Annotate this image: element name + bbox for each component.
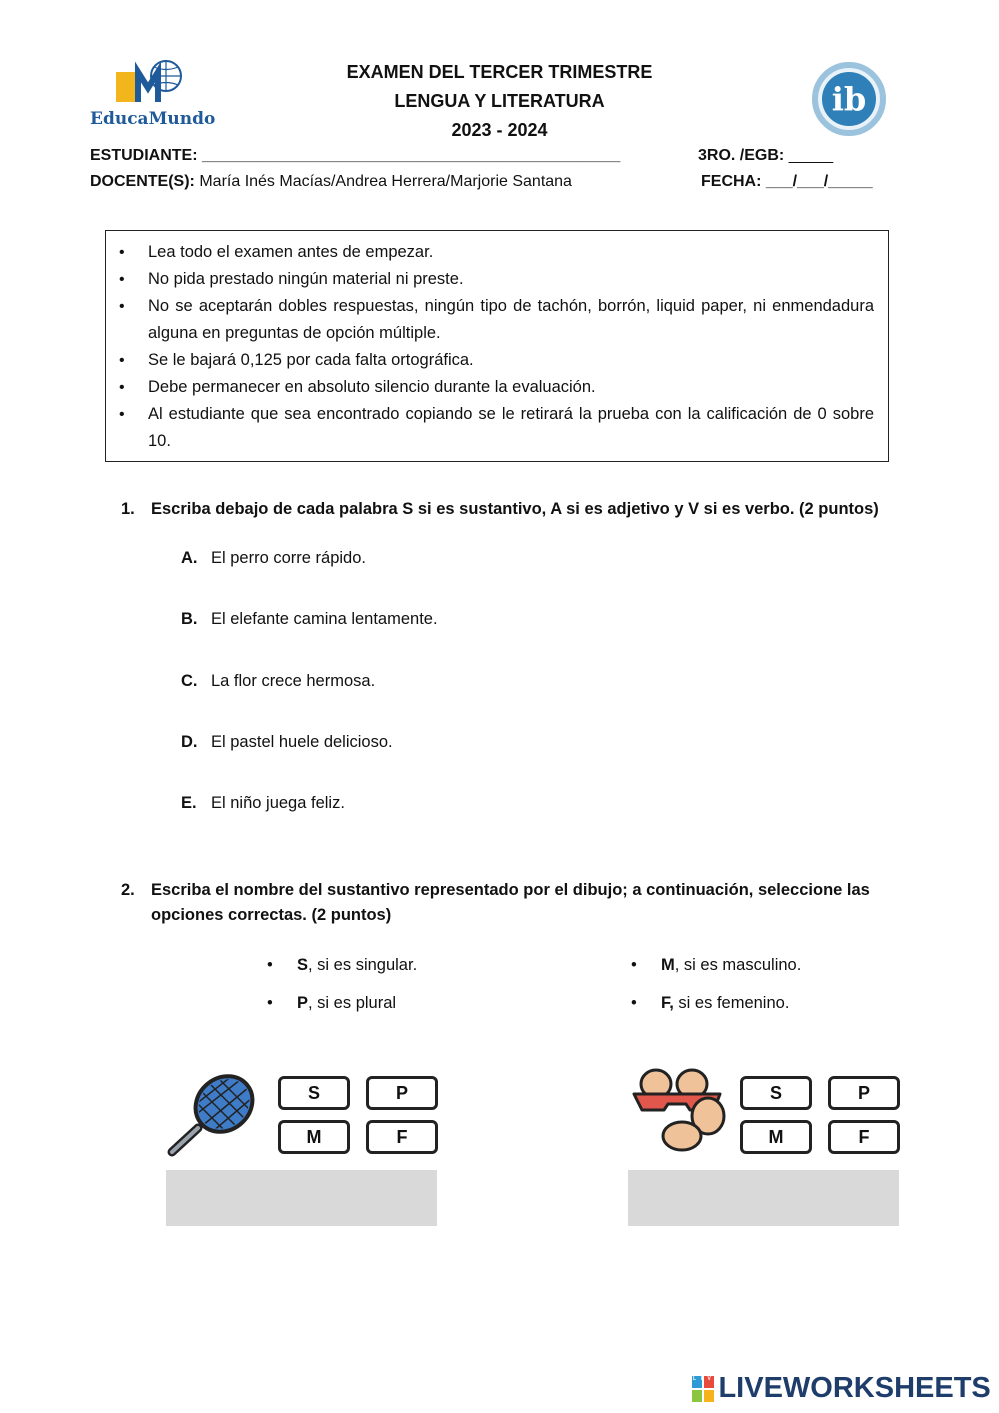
rule-item: • No pida prestado ningún material ni preste.: [148, 266, 874, 293]
racket-option-s[interactable]: S: [278, 1076, 350, 1110]
svg-text:ib: ib: [831, 80, 867, 118]
question-2-text-line1: Escriba el nombre del sustantivo representado por el dibujo; a continuación, seleccione las: [151, 881, 870, 899]
student-row: [90, 147, 620, 165]
eggs-icon: [630, 1066, 730, 1156]
rule-item: • Al estudiante que sea encontrado copiando se le retirará la prueba con la calificación de 0 sobre 10.: [148, 401, 874, 455]
eggs-option-s[interactable]: S: [740, 1076, 812, 1110]
rule-item: • No se aceptarán dobles respuestas, ningún tipo de tachón, borrón, liquid paper, ni enmendadura alguna en preguntas de opción múltiple.: [148, 293, 874, 347]
eggs-answer-field[interactable]: [628, 1170, 899, 1226]
eggs-picture: [630, 1066, 730, 1156]
question-1-number: 1.: [121, 500, 135, 518]
q1-item-b: B. El elefante camina lentamente.: [181, 610, 438, 628]
question-2-text-line2: opciones correctas. (2 puntos): [151, 906, 392, 924]
rule-item: • Se le bajará 0,125 por cada falta ortográfica.: [148, 347, 874, 374]
eggs-option-p[interactable]: P: [828, 1076, 900, 1110]
racket-answer-field[interactable]: [166, 1170, 437, 1226]
date-field[interactable]: ___/___/_____: [765, 173, 873, 190]
exam-title: EXAMEN DEL TERCER TRIMESTRE: [346, 62, 653, 82]
question-1-text: Escriba debajo de cada palabra S si es sustantivo, A si es adjetivo y V si es verbo. (2 puntos): [151, 500, 879, 518]
teacher-names: María Inés Macías/Andrea Herrera/Marjorie Santana: [199, 173, 572, 190]
grade-label: 3RO. /EGB:: [698, 147, 785, 164]
option-masculine: • M, si es masculino.: [631, 956, 802, 974]
q1-item-e: E. El niño juega feliz.: [181, 794, 345, 812]
racket-option-f[interactable]: F: [366, 1120, 438, 1154]
rule-item: • Lea todo el examen antes de empezar.: [148, 239, 874, 266]
option-feminine: • F, si es femenino.: [631, 994, 790, 1012]
grade-row: [698, 147, 833, 165]
teacher-label: DOCENTE(S):: [90, 173, 195, 190]
option-singular: • S, si es singular.: [267, 956, 418, 974]
date-row: [701, 173, 873, 191]
grade-field[interactable]: _____: [788, 147, 834, 164]
question-2-number: 2.: [121, 881, 135, 899]
student-name-field[interactable]: _______________________________________________: [202, 147, 621, 164]
student-label: ESTUDIANTE:: [90, 147, 198, 164]
instructions-box: [105, 230, 889, 462]
year-title: 2023 - 2024: [451, 120, 548, 140]
liveworksheets-logo: [692, 1372, 991, 1404]
teacher-row: [90, 173, 572, 191]
subject-title: LENGUA Y LITERATURA: [394, 91, 605, 111]
liveworksheets-text: LIVEWORKSHEETS: [718, 1372, 991, 1404]
racket-picture: [164, 1072, 260, 1162]
q1-item-d: D. El pastel huele delicioso.: [181, 733, 393, 751]
eggs-option-m[interactable]: M: [740, 1120, 812, 1154]
racket-option-p[interactable]: P: [366, 1076, 438, 1110]
educamundo-logo-text: EducaMundo: [90, 109, 216, 129]
rule-item: • Debe permanecer en absoluto silencio durante la evaluación.: [148, 374, 874, 401]
racket-option-m[interactable]: M: [278, 1120, 350, 1154]
eggs-option-f[interactable]: F: [828, 1120, 900, 1154]
option-plural: • P, si es plural: [267, 994, 397, 1012]
date-label: FECHA:: [701, 173, 762, 190]
q1-item-c: C. La flor crece hermosa.: [181, 672, 376, 690]
q1-item-a: A. El perro corre rápido.: [181, 549, 366, 567]
tennis-racket-icon: [164, 1072, 260, 1162]
liveworksheets-badge-text: LIVE: [693, 1376, 725, 1382]
